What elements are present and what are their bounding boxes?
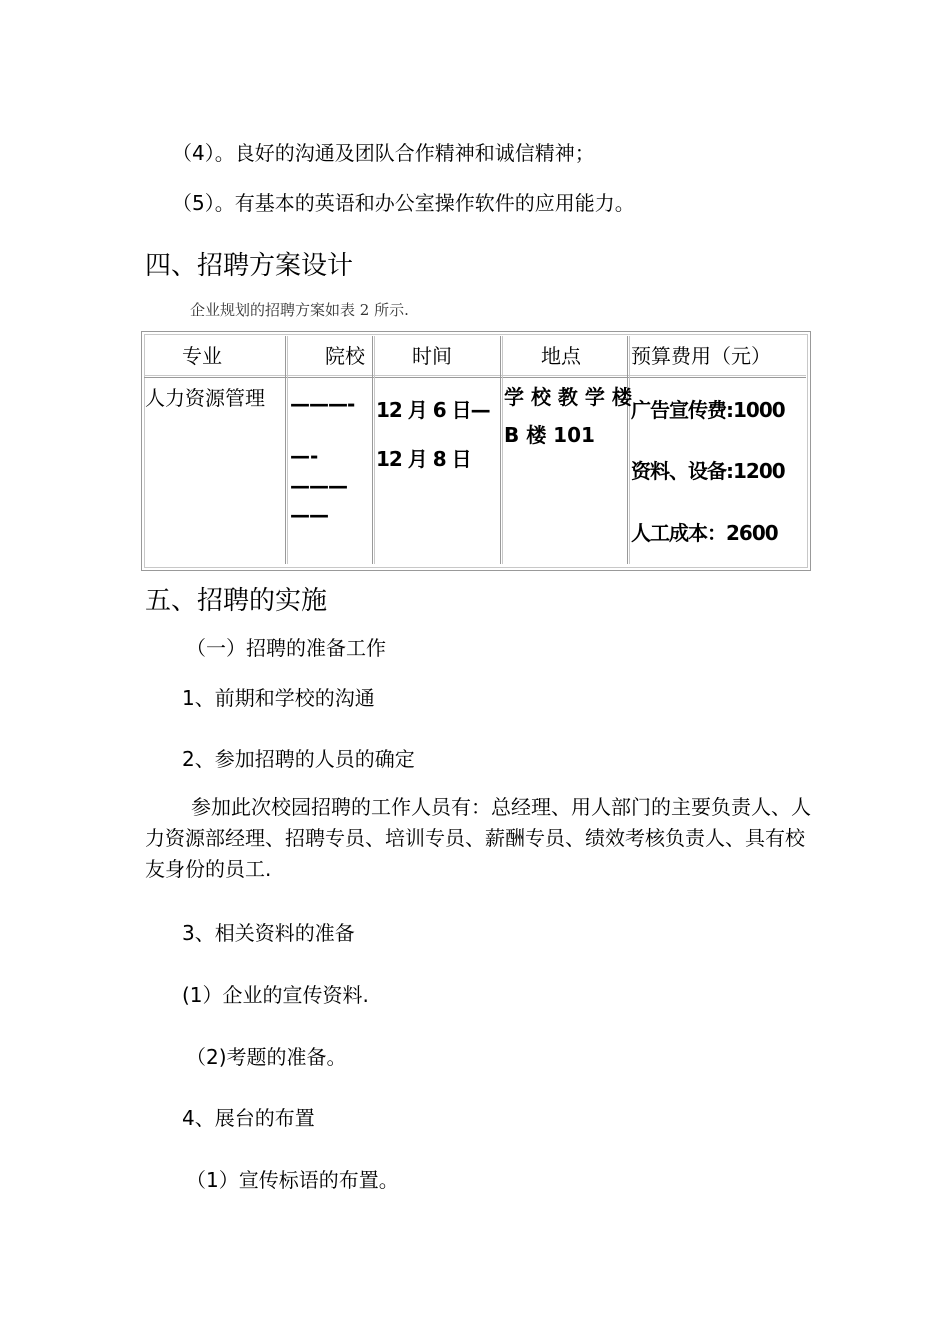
step-1-heading: 1、前期和学校的沟通	[182, 686, 375, 710]
requirement-item-5: （5）。有基本的英语和办公室操作软件的应用能力。	[172, 191, 635, 215]
section-4-heading: 四、招聘方案设计	[145, 251, 354, 281]
table-header-place: 地点	[541, 344, 581, 368]
table-column-divider	[372, 336, 375, 564]
table-cell-time-line: 12 月 8 日	[376, 447, 471, 471]
step-4-heading: 4、展台的布置	[182, 1106, 315, 1130]
table-header-major: 专业	[182, 344, 222, 368]
table-header-divider	[144, 375, 806, 378]
table-header-time: 时间	[412, 344, 452, 368]
table-column-divider	[285, 336, 288, 564]
table-cell-budget-line: 资料、设备:1200	[631, 459, 785, 483]
table-cell-school-line: ——	[290, 503, 328, 527]
staff-paragraph: 参加此次校园招聘的工作人员有：总经理、用人部门的主要负责人、人力资源部经理、招聘专员、培训专员、薪酬专员、绩效考核负责人、具有校友身份的员工.	[145, 795, 811, 881]
table-cell-place-line: 学 校 教 学 楼	[504, 385, 632, 409]
table-cell-time-line: 12 月 6 日—	[376, 398, 490, 422]
table-caption: 企业规划的招聘方案如表 2 所示.	[190, 301, 409, 319]
table-cell-major: 人力资源管理	[145, 386, 265, 410]
table-cell-school-line: —-	[290, 444, 319, 468]
table-header-school: 院校	[325, 344, 365, 368]
table-column-divider	[627, 336, 630, 564]
step-2-heading: 2、参加招聘的人员的确定	[182, 747, 415, 771]
subsection-heading: （一）招聘的准备工作	[186, 636, 386, 660]
table-cell-place-line: B 楼 101	[504, 423, 595, 447]
table-cell-school-line: ———-	[290, 392, 355, 416]
step-3-item-1: (1）企业的宣传资料.	[182, 983, 369, 1007]
table-header-budget: 预算费用（元）	[631, 344, 771, 368]
section-5-heading: 五、招聘的实施	[145, 586, 328, 616]
table-cell-school-line: ———	[290, 474, 347, 498]
table-cell-budget-line: 广告宣传费:1000	[631, 398, 785, 422]
requirement-item-4: （4）。良好的沟通及团队合作精神和诚信精神；	[172, 141, 595, 165]
table-cell-budget-line: 人工成本：2600	[631, 521, 778, 545]
step-3-item-2: （2)考题的准备。	[186, 1045, 347, 1069]
table-column-divider	[500, 336, 503, 564]
step-3-heading: 3、相关资料的准备	[182, 921, 355, 945]
step-4-item-1: （1）宣传标语的布置。	[186, 1168, 399, 1192]
